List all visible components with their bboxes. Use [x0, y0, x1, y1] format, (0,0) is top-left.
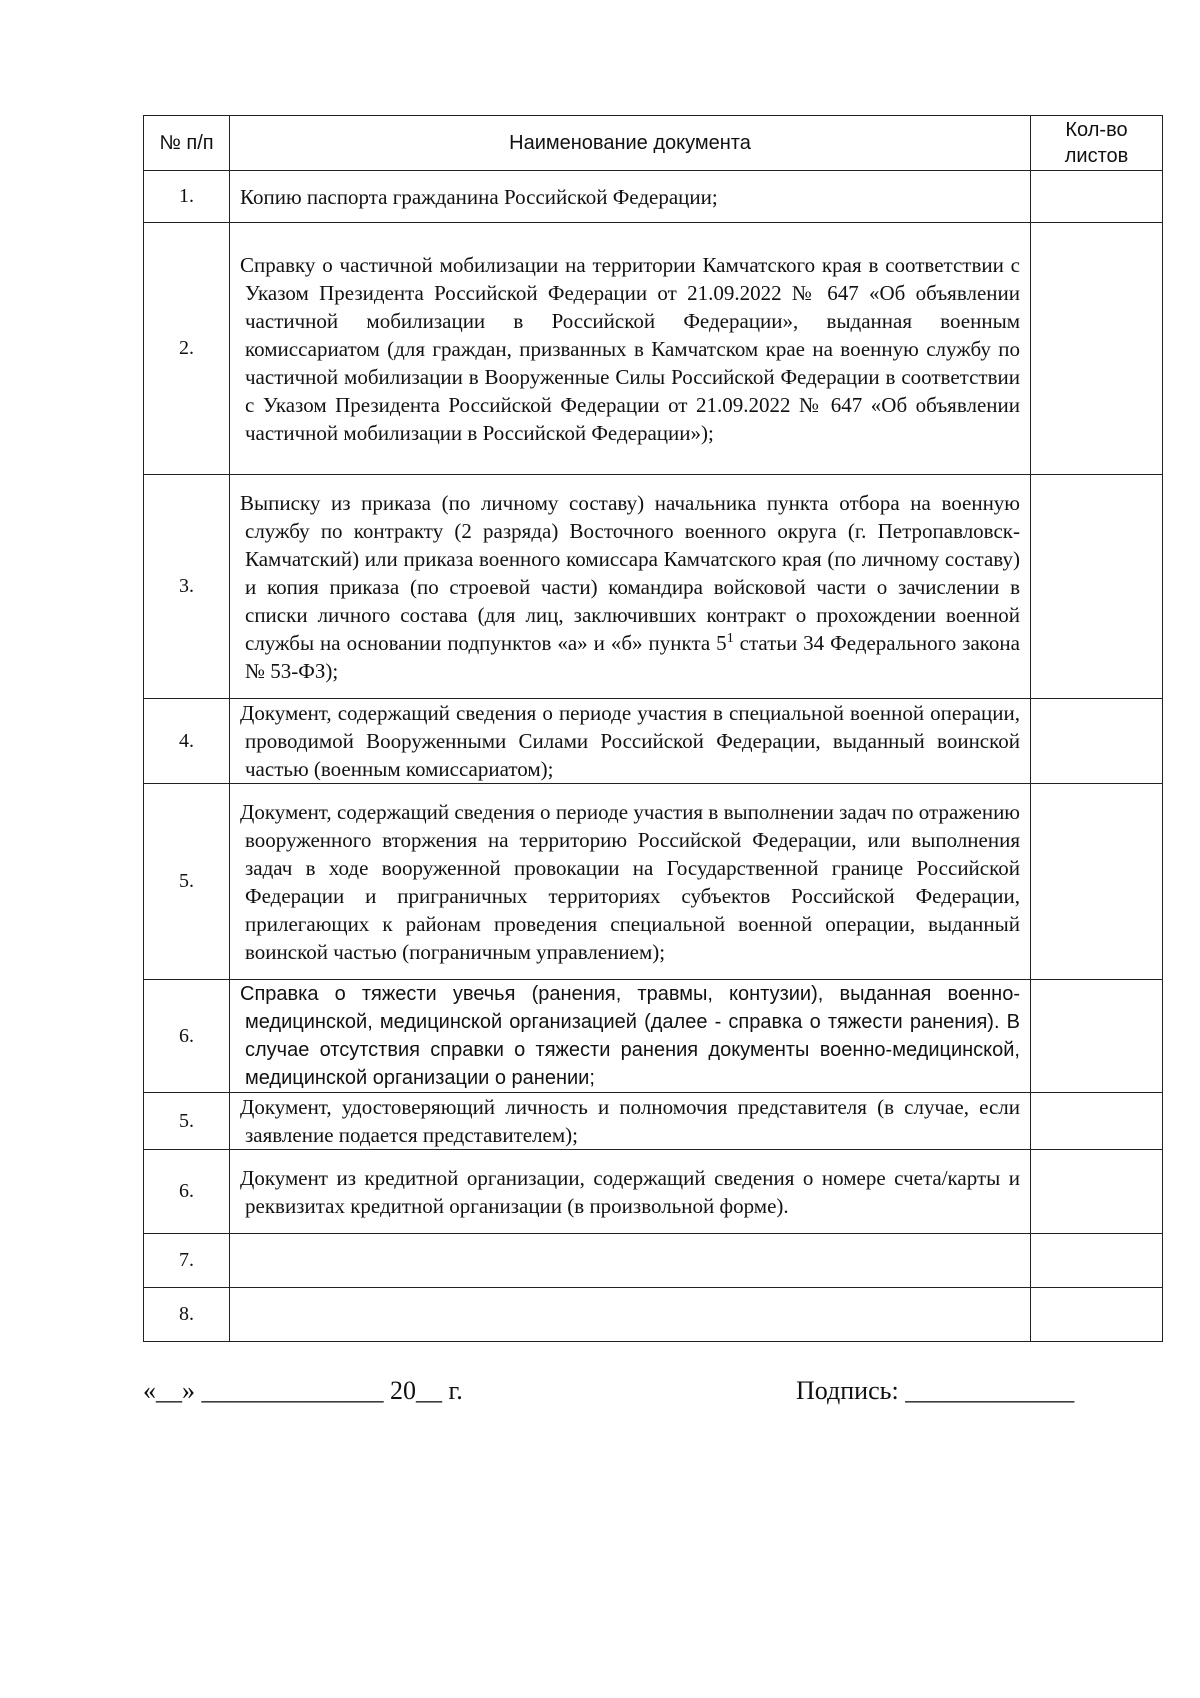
row-document-name: [230, 223, 1031, 475]
row-document-text: Документ, содержащий сведения о периоде участия в специальной военной операции, проводимой Вооруженными Силами Российской Федерации, выданный воинской частью (военным комиссариатом);: [240, 701, 1020, 781]
row-sheet-count[interactable]: [1031, 980, 1163, 1093]
row-document-name: [230, 475, 1031, 699]
row-sheet-count[interactable]: [1031, 699, 1163, 784]
table-row: [144, 1150, 1163, 1234]
row-document-name: [230, 980, 1031, 1093]
table-row: [144, 475, 1163, 699]
header-qty-line1: Кол-во: [1065, 119, 1128, 141]
row-document-text-part: Выписку из приказа (по личному составу) начальника пункта отбора на военную службу по контракту (2 разряда) Восточного военного округа (г. Петропавловск-Камчатский) или приказа военного комиссара Камчатского края (по личному составу) и копия приказа (по строевой части) командира войсковой части о зачислении в списки личного состава (для лиц, заключивших контракт о прохождении военной службы на основании подпунктов «а» и «б» пункта 5: [240, 490, 1020, 655]
row-number: 1.: [144, 171, 230, 223]
documents-table: [143, 115, 1163, 1342]
row-sheet-count[interactable]: [1031, 1234, 1163, 1288]
row-document-name: [230, 1150, 1031, 1234]
table-row: [144, 1093, 1163, 1150]
row-sheet-count[interactable]: [1031, 223, 1163, 475]
row-document-name: [230, 699, 1031, 784]
row-sheet-count[interactable]: [1031, 1093, 1163, 1150]
row-document-text-part: статьи 34 Федерального закона № 53-ФЗ);: [245, 630, 1020, 683]
table-row: [144, 1234, 1163, 1288]
row-number: 6.: [144, 980, 230, 1093]
row-number: 8.: [144, 1288, 230, 1342]
header-name: Наименование документа: [230, 116, 1031, 171]
row-document-name[interactable]: [230, 1288, 1031, 1342]
signature-line[interactable]: Подпись: _____________: [796, 1376, 1075, 1405]
row-document-name[interactable]: [230, 1234, 1031, 1288]
row-document-text: Документ, удостоверяющий личность и полномочия представителя (в случае, если заявление подается представителем);: [240, 1095, 1020, 1147]
row-document-name: [230, 1093, 1031, 1150]
row-document-text: Справку о частичной мобилизации на территории Камчатского края в соответствии с Указом Президента Российской Федерации от 21.09.2022 № 647 «Об объявлении частичной мобилизации в Российской Федерации», выданная военным комиссариатом (для граждан, призванных в Камчатском крае на военную службу по частичной мобилизации в Вооруженные Силы Российской Федерации в соответствии с Указом Президента Российской Федерации от 21.09.2022 № 647 «Об объявлении частичной мобилизации в Российской Федерации»);: [240, 252, 1020, 445]
row-sheet-count[interactable]: [1031, 1150, 1163, 1234]
row-number: 7.: [144, 1234, 230, 1288]
table-header-row: [144, 116, 1163, 171]
row-document-name: [230, 784, 1031, 980]
header-qty-line2: листов: [1064, 145, 1129, 167]
header-num: № п/п: [144, 116, 230, 171]
row-sheet-count[interactable]: [1031, 475, 1163, 699]
row-number: 5.: [144, 784, 230, 980]
row-document-text: Документ, содержащий сведения о периоде участия в выполнении задач по отражению вооруженного вторжения на территорию Российской Федерации, или выполнения задач в ходе вооруженной провокации на Государственной границе Российской Федерации и приграничных территориях субъектов Российской Федерации, прилегающих к районам проведения специальной военной операции, выданный воинской частью (пограничным управлением);: [240, 799, 1020, 964]
row-document-text: Копию паспорта гражданина Российской Федерации;: [240, 184, 718, 209]
table-row: [144, 223, 1163, 475]
row-number: 4.: [144, 699, 230, 784]
table-row: [144, 980, 1163, 1093]
row-sheet-count[interactable]: [1031, 784, 1163, 980]
header-qty: [1031, 116, 1163, 171]
table-row: [144, 699, 1163, 784]
superscript: 1: [726, 630, 734, 646]
row-document-text: Документ из кредитной организации, содержащий сведения о номере счета/карты и реквизитах кредитной организации (в произвольной форме).: [240, 1165, 1020, 1218]
row-sheet-count[interactable]: [1031, 171, 1163, 223]
row-document-name: [230, 171, 1031, 223]
table-row: [144, 784, 1163, 980]
row-number: 6.: [144, 1150, 230, 1234]
row-document-text: Справка о тяжести увечья (ранения, травмы, контузии), выданная военно-медицинской, медицинской организацией (далее - справка о тяжести ранения). В случае отсутствия справки о тяжести ранения документы военно-медицинской, медицинской организации о ранении;: [240, 983, 1020, 1089]
signature-footer: [143, 1376, 1162, 1416]
row-number: 3.: [144, 475, 230, 699]
row-document-text: [240, 489, 1020, 685]
date-line[interactable]: «__» ______________ 20__ г.: [143, 1376, 463, 1405]
table-row: [144, 1288, 1163, 1342]
row-number: 2.: [144, 223, 230, 475]
table-row: [144, 171, 1163, 223]
row-sheet-count[interactable]: [1031, 1288, 1163, 1342]
row-number: 5.: [144, 1093, 230, 1150]
